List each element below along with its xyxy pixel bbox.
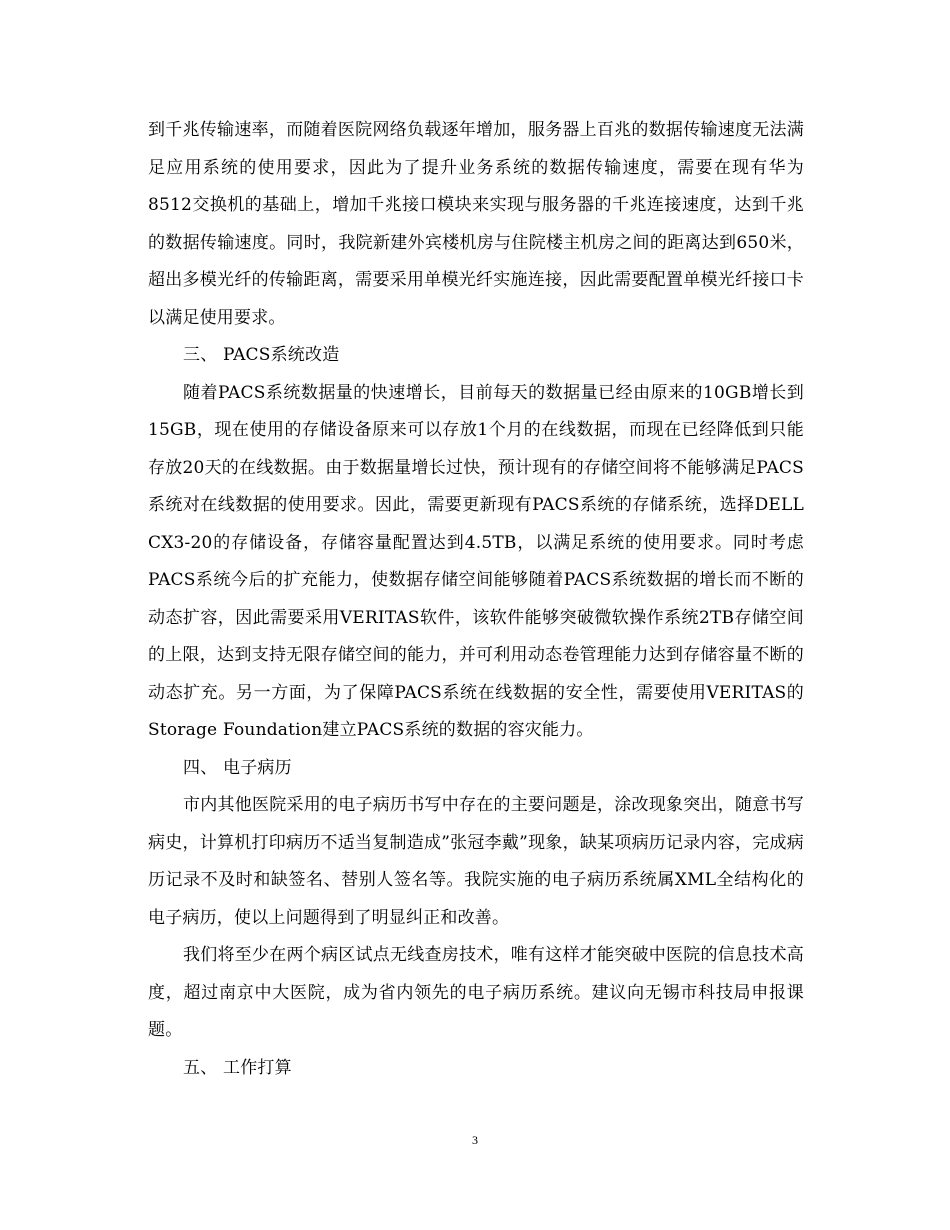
page-number: 3 bbox=[472, 1133, 478, 1147]
paragraph-wireless-rounds: 我们将至少在两个病区试点无线查房技术，唯有这样才能突破中医院的信息技术高度，超过南京中大医院，成为省内领先的电子病历系统。建议向无锡市科技局申报课题。 bbox=[148, 945, 804, 1040]
section-heading-emr: 四、 电子病历 bbox=[183, 757, 292, 778]
section-heading-work-plan: 五、 工作打算 bbox=[183, 1057, 292, 1078]
section-heading-pacs: 三、 PACS系统改造 bbox=[183, 345, 340, 365]
paragraph-pacs-storage: 随着PACS系统数据量的快速增长，目前每天的数据量已经由原来的10GB增长到15GB，现在使用的存储设备原来可以存放1个月的在线数据，而现在已经降低到只能存放20天的在线数据。由于数据量增长过快，预计现有的存储空间将不能够满足PACS系统对在线数据的使用要求。因此，需要更新现有PACS系统的存储系统，选择DELL CX3-20的存储设备，存储容量配置达到4.5TB，以满足系统的使用要求。同时考虑PACS系统今后的扩充能力，使数据存储空间能够随着PACS系统数据的增长而不断的动态扩容，因此需要采用VERITAS软件，该软件能够突破微软操作系统2TB存储空间的上限，达到支持无限存储空间的能力，并可利用动态卷管理能力达到存储容量不断的动态扩充。另一方面，为了保障PACS系统在线数据的安全性，需要使用VERITAS的Storage Foundation建立PACS系统的数据的容灾能力。 bbox=[148, 382, 804, 740]
document-body bbox=[148, 112, 804, 1087]
paragraph-network-upgrade: 到千兆传输速率，而随着医院网络负载逐年增加，服务器上百兆的数据传输速度无法满足应用系统的使用要求，因此为了提升业务系统的数据传输速度，需要在现有华为8512交换机的基础上，增加千兆接口模块来实现与服务器的千兆连接速度，达到千兆的数据传输速度。同时，我院新建外宾楼机房与住院楼主机房之间的距离达到650米，超出多模光纤的传输距离，需要采用单模光纤实施连接，因此需要配置单模光纤接口卡以满足使用要求。 bbox=[148, 120, 804, 328]
paragraph-emr-problems: 市内其他医院采用的电子病历书写中存在的主要问题是，涂改现象突出，随意书写病史，计算机打印病历不适当复制造成”张冠李戴”现象，缺某项病历记录内容，完成病历记录不及时和缺签名、替别人签名等。我院实施的电子病历系统属XML全结构化的电子病历，使以上问题得到了明显纠正和改善。 bbox=[148, 795, 804, 928]
